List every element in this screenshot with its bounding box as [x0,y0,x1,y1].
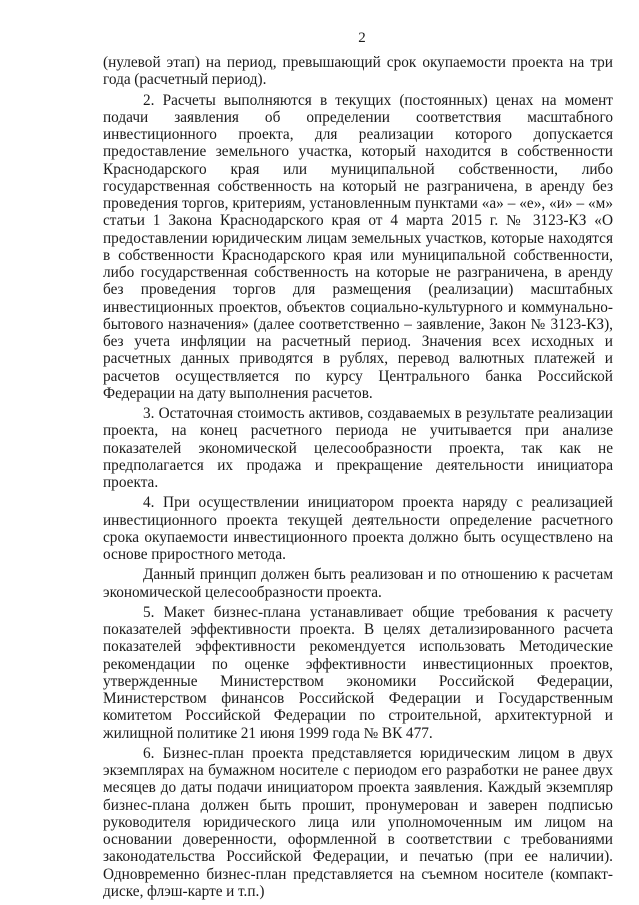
paragraph-continuation: (нулевой этап) на период, превышающий срок окупаемости проекта на три года (расчетный период). [103,54,613,89]
paragraph-item-6: 6. Бизнес-план проекта представляется юридическим лицом в двух экземплярах на бумажном носителе с периодом его разработки не ранее двух месяцев до даты подачи инициатором проекта заявления. Каждый экземпляр бизнес-плана должен быть прошит, пронумерован и заверен подписью руководителя юридического лица или уполномоченным им лицом на основании доверенности, оформленной в соответствии с требованиями законодательства Российской Федерации, и печатью (при ее наличии). Одновременно бизнес-план представляется на съемном носителе (компакт-диске, флэш-карте и т.п.) [103,744,613,900]
paragraph-item-3: 3. Остаточная стоимость активов, создаваемых в результате реализации проекта, на конец расчетного периода не учитывается при анализе показателей экономической целесообразности проекта, так как не предполагается их продажа и прекращение деятельности инициатора проекта. [103,405,613,491]
paragraph-item-4: 4. При осуществлении инициатором проекта наряду с реализацией инвестиционного проекта текущей деятельности определение расчетного срока окупаемости инвестиционного проекта должно быть осуществлено на основе приростного метода. [103,494,613,563]
paragraph-principle: Данный принцип должен быть реализован и по отношению к расчетам экономической целесообразности проекта. [103,566,613,601]
paragraph-item-5: 5. Макет бизнес-плана устанавливает общие требования к расчету показателей эффективности проекта. В целях детализированного расчета показателей эффективности рекомендуется использовать Методические рекомендации по оценке эффективности инвестиционных проектов, утвержденные Министерством экономики Российской Федерации, Министерством финансов Российской Федерации и Государственным комитетом Российской Федерации по строительной, архитектурной и жилищной политике 21 июня 1999 года № ВК 477. [103,603,613,742]
paragraph-item-2: 2. Расчеты выполняются в текущих (постоянных) ценах на момент подачи заявления об определении соответствия масштабного инвестиционного проекта, для реализации которого допускается предоставление земельного участка, который находится в собственности Краснодарского края или муниципальной собственности, либо государственная собственность на который не разграничена, в аренду без проведения торгов, критериям, установленным пунктами «а» – «е», «и» – «м» статьи 1 Закона Краснодарского края от 4 марта 2015 г. № 3123-КЗ «О предоставлении юридическим лицам земельных участков, которые находятся в собственности Краснодарского края или муниципальной собственности, либо государственная собственность на которые не разграничена, в аренду без проведения торгов для размещения (реализации) масштабных инвестиционных проектов, объектов социально-культурного и коммунально-бытового назначения» (далее соответственно – заявление, Закон № 3123-КЗ), без учета инфляции на расчетный период. Значения всех исходных и расчетных данных приводятся в рублях, перевод валютных платежей и расчетов осуществляется по курсу Центрального банка Российской Федерации на дату выполнения расчетов. [103,91,613,402]
page-number: 2 [358,30,366,46]
